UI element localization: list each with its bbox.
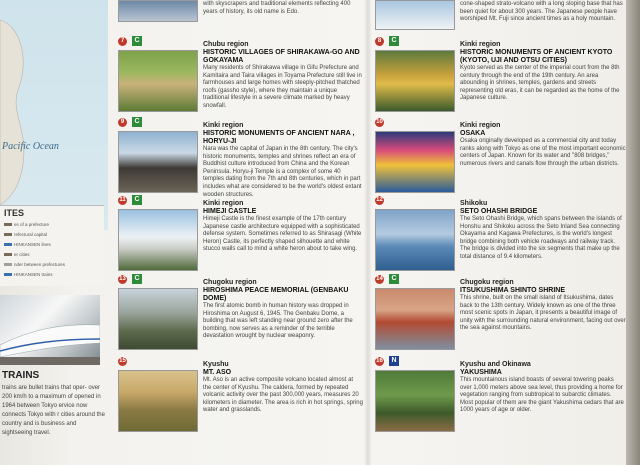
site-description: This mountainous island boasts of several towering peaks over 1,000 meters above sea level, thus providing a home for vegetation ranging from subtropical to subarctic climates. Most popular of them are the giant Yakushima cedars that are 1000 years of age or older.	[460, 377, 624, 414]
site-description: Himeji Castle is the finest example of the 17th century Japanese castle architecture equipped with a sophisticated defense system. Sometimes referred to as Shirasagi (White Heron) Castle, its perfectly shaped silhouette and white stucco walls call to mind a white heron about to take wing.	[203, 216, 362, 253]
golden-pavilion-photo	[375, 50, 455, 112]
cultural-heritage-badge: C	[389, 274, 399, 284]
trains-description: trains are bullet trains that oper- over 200 km/h to a maximum of opened in 1964 between Tokyo ervice now connects Tokyo with r cities around the country and is business and sightseeing travel.	[2, 385, 105, 436]
site-title: HISTORIC MONUMENTS OF ANCIENT KYOTO (KYOTO, UJI AND OTSU CITIES)	[460, 49, 613, 64]
site-description: Nara was the capital of Japan in the 8th century. The city's historic monuments, temples and shrines reflect an era of Buddhist culture introduced from China and the Korean Peninsula. Horyu-ji Temple is a complex of some 40 temples dating from the 7th and 8th centuries, which in part includes what are considered to be the world's oldest extant wooden structures.	[203, 146, 362, 198]
legend-label: nder between prefectures	[14, 262, 66, 267]
entry-number-marker: 11	[119, 197, 126, 203]
legend-swatch	[4, 263, 12, 266]
white-castle-photo	[118, 209, 198, 271]
legend-swatch	[4, 273, 12, 276]
site-title: HIMEJI CASTLE	[203, 208, 257, 215]
legend-swatch	[4, 253, 12, 256]
dome-ruins-photo	[118, 288, 198, 350]
legend-swatch	[4, 233, 12, 236]
cultural-heritage-badge: C	[132, 195, 142, 205]
site-description: This shrine, built on the small island of Itsukushima, dates back to the 13th century. Widely known as one of the three most scenic spots in Japan, it presents a beautiful image of unity with the surrounding natural environment, facing out over the sea against mountains.	[460, 295, 626, 332]
page-fold	[364, 0, 372, 465]
entry-number-marker: 15	[119, 358, 126, 364]
region-label: Chugoku region	[460, 279, 514, 286]
cultural-heritage-badge: C	[389, 36, 399, 46]
site-description: The first atomic bomb in human history was dropped in Hiroshima on August 6, 1945. The Genbaku Dome, a building that was left standing near ground zero after the bombing, now serves as a reminder of the terrible devastation wrought by nuclear weaponry.	[203, 303, 353, 340]
region-label: Kinki region	[460, 41, 501, 48]
site-title: ITSUKUSHIMA SHINTO SHRINE	[460, 287, 566, 294]
cultural-heritage-badge: C	[132, 36, 142, 46]
site-title: HISTORIC VILLAGES OF SHIRAKAWA-GO AND GOKAYAMA	[203, 49, 360, 64]
coastline-graphic	[0, 0, 108, 230]
ocean-label: Pacific Ocean	[2, 141, 59, 152]
legend-label: refectural capital	[14, 232, 48, 237]
cedar-forest-photo	[375, 370, 455, 432]
map-strip	[0, 0, 108, 465]
top-left-photo-strip	[118, 0, 198, 22]
bullet-train-photo	[0, 295, 100, 365]
legend-swatch	[4, 243, 12, 246]
site-description: Osaka originally developed as a commercial city and today ranks along with Tokyo as one of the most important economic centers of Japan. Known for its water and "808 bridges," numerous rivers and canals flow through the urban districts.	[460, 138, 626, 167]
bullet-train-graphic	[0, 295, 100, 365]
site-title: SETO OHASHI BRIDGE	[460, 208, 538, 215]
legend-item	[4, 272, 53, 277]
region-label: Shikoku	[460, 200, 488, 207]
trains-title: TRAINS	[2, 370, 40, 381]
legend-item	[4, 232, 47, 237]
site-title: OSAKA	[460, 130, 486, 137]
region-label: Kinki region	[460, 122, 501, 129]
natural-heritage-badge: N	[389, 356, 399, 366]
top-left-text: with skyscrapers and traditional elements reflecting 400 years of history, its old name is Edo.	[203, 1, 351, 15]
site-description: The Seto Ohashi Bridge, which spans between the islands of Honshu and Shikoku across the Seto Inland Sea connecting Okayama and Kagawa Prefectures, is the world's longest bridge combining both vehicle roadways and railway track. The bridge is divided into the six segments that make up the total distance of 9.4 kilometers.	[460, 216, 622, 260]
legend-item	[4, 222, 49, 227]
entry-number-marker: 7	[118, 37, 127, 46]
top-right-photo-strip	[375, 0, 455, 30]
region-label: Kyushu and Okinawa	[460, 361, 531, 368]
region-label: Kinki region	[203, 122, 244, 129]
site-description: Mt. Aso is an active composite volcano located almost at the center of Kyushu. The caldera, formed by repeated volcanic activity over the past 300,000 years, measures 20 kilometers in diameter. The area is rich in hot springs, spring water and grasslands.	[203, 377, 363, 414]
region-label: Kinki region	[203, 200, 244, 207]
top-right-text: cone-shaped strato-volcano with a long sloping base that has been quiet for about 300 years. The Japanese people have worshiped Mt. Fuji since ancient times as a holy mountain.	[460, 1, 623, 23]
region-label: Chubu region	[203, 41, 249, 48]
legend-label: es of a prefecture	[14, 222, 50, 227]
volcano-grassland-photo	[118, 370, 198, 432]
region-label: Chugoku region	[203, 279, 257, 286]
entry-number-marker: 10	[376, 119, 383, 125]
entry-number-marker: 8	[375, 37, 384, 46]
cultural-heritage-badge: C	[132, 274, 142, 284]
torii-gate-photo	[375, 288, 455, 350]
site-title: HIROSHIMA PEACE MEMORIAL (GENBAKU DOME)	[203, 287, 349, 302]
entry-number-marker: 13	[119, 276, 126, 282]
entry-number-marker: 9	[118, 118, 127, 127]
entry-number-marker: 16	[376, 358, 383, 364]
site-description: Kyoto served as the center of the imperial court from the 8th century through the end of the 19th century. An area abounding in shrines, temples, gardens and streets representing old eras, it can be regarded as the home of the Japanese culture.	[460, 65, 620, 102]
site-title: MT. ASO	[203, 369, 232, 376]
legend-item	[4, 242, 51, 247]
cultural-heritage-badge: C	[132, 117, 142, 127]
legend-item	[4, 252, 30, 257]
site-description: Many residents of Shirakawa village in Gifu Prefecture and Kamitaira and Taira villages in Toyama Prefecture still live in farmhouses and large homes with steeply-pitched thatched roofs (gassho style), where they maintain a unique traditional lifestyle in a severe climate marked by heavy snowfall.	[203, 65, 362, 109]
legend-swatch	[4, 223, 12, 226]
thatched-farmhouse-village-photo	[118, 50, 198, 112]
legend-title: ITES	[4, 208, 25, 218]
entry-number-marker: 12	[376, 197, 383, 203]
legend-label: er cities	[14, 252, 30, 257]
entry-number-marker: 14	[376, 276, 383, 282]
legend-label: HINKANSEN lines	[14, 242, 51, 247]
legend-item	[4, 262, 65, 267]
ocean-area	[0, 0, 108, 230]
site-title: YAKUSHIMA	[460, 369, 502, 376]
legend-box	[0, 205, 104, 286]
city-neon-photo	[375, 131, 455, 193]
bridge-sea-photo	[375, 209, 455, 271]
region-label: Kyushu	[203, 361, 229, 368]
temple-hall-photo	[118, 131, 198, 193]
site-title: HISTORIC MONUMENTS OF ANCIENT NARA , HORYU-JI	[203, 130, 355, 145]
legend-label: HINKANSEN trains	[14, 272, 53, 277]
scan-edge	[626, 0, 640, 465]
